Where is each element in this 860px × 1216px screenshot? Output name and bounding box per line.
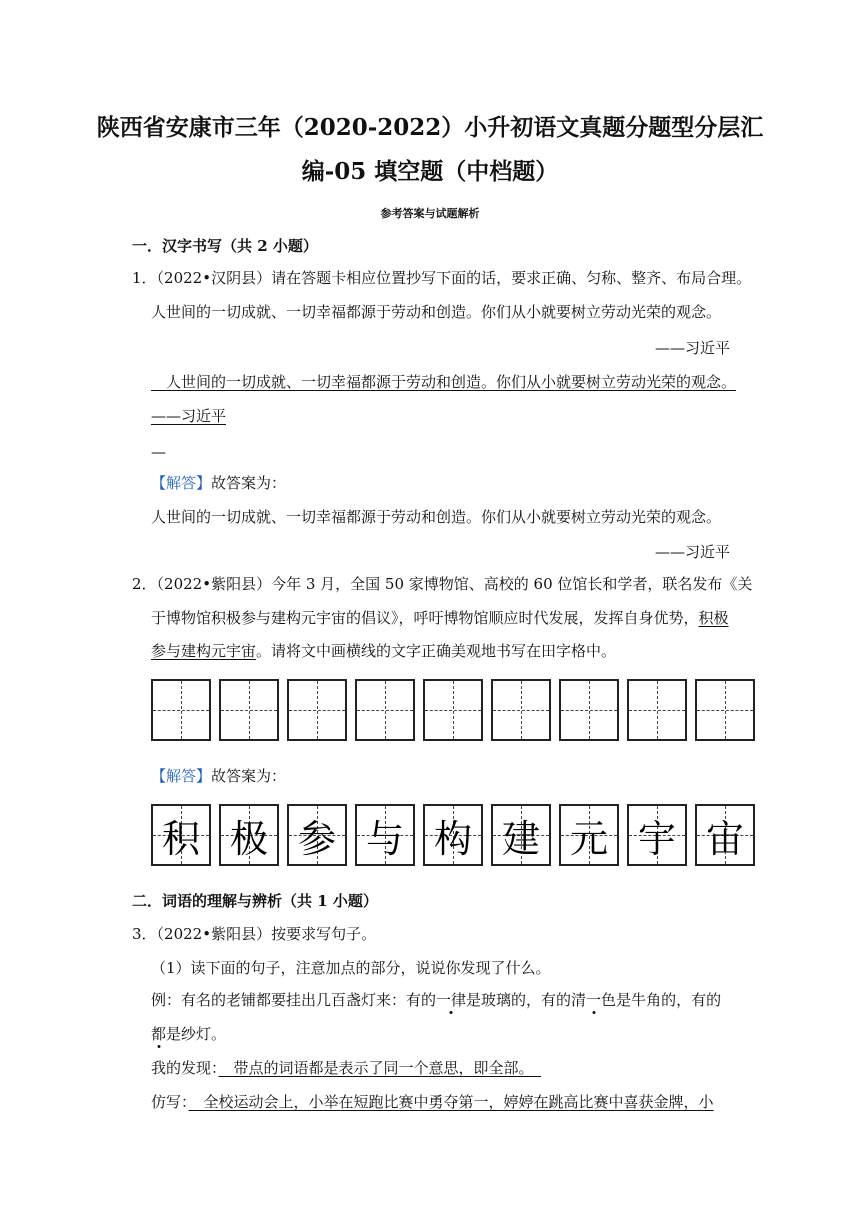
question-number: 3． <box>132 925 157 943</box>
question-text: （2022•汉阴县）请在答题卡相应位置抄写下面的话，要求正确、匀称、整齐、布局合理。 <box>156 269 752 287</box>
tianzige-cell <box>287 679 347 741</box>
tianzige-cell <box>151 679 211 741</box>
tianzige-answer-cell <box>355 804 415 866</box>
question-1-solution-attribution: ——习近平 <box>654 543 730 561</box>
underlined-phrase-cont: 参与建构元宇宙 <box>151 642 257 660</box>
question-2-instruction: 。请将文中画横线的文字正确美观地书写在田字格中。 <box>256 642 617 660</box>
question-2-prompt <box>132 574 752 594</box>
tianzige-cell <box>491 679 551 741</box>
dotted-word: 一律 <box>436 991 467 1009</box>
question-text: （2022•紫阳县）今年 3 月，全国 50 家博物馆、高校的 60 位馆长和学者，联名发布《关 <box>156 575 753 593</box>
question-1-answer-line: 人世间的一切成就、一切幸福都源于劳动和创造。你们从小就要树立劳动光荣的观念。 <box>151 373 737 391</box>
imitate-answer: 全校运动会上，小举在短跑比赛中勇夺第一，婷婷在跳高比赛中喜获金牌，小 <box>188 1093 714 1111</box>
tianzige-answer-cell <box>627 804 687 866</box>
finding-answer: 带点的词语都是表示了同一个意思，即全部。 <box>218 1059 542 1077</box>
answer-tail-dash: — <box>151 443 166 461</box>
imitate-label: 仿写： <box>151 1093 189 1111</box>
tianzige-answer-cell <box>423 804 483 866</box>
answer-char: 参 <box>297 816 336 861</box>
tianzige-answer-cell <box>559 804 619 866</box>
answer-char: 与 <box>365 816 404 861</box>
solution-text: 故答案为： <box>211 767 287 785</box>
question-text: （2022•紫阳县）按要求写句子。 <box>156 925 377 943</box>
question-2-line2 <box>151 608 729 628</box>
example-text: 是牛角的，有的 <box>616 991 722 1009</box>
answer-char: 积 <box>161 816 200 861</box>
question-3-prompt <box>132 924 376 944</box>
finding-label: 我的发现： <box>151 1059 219 1077</box>
question-3-example-line2 <box>151 1024 226 1044</box>
question-number: 2． <box>132 575 157 593</box>
answer-char: 极 <box>229 816 268 861</box>
solution-tag: 【解答】 <box>151 474 212 492</box>
question-3-sub1: （1）读下面的句子，注意加点的部分，说说你发现了什么。 <box>151 959 551 977</box>
solution-text: 故答案为： <box>211 474 287 492</box>
tianzige-cell <box>355 679 415 741</box>
answer-char: 元 <box>569 816 608 861</box>
tianzige-cell <box>559 679 619 741</box>
answer-char: 宙 <box>705 816 744 861</box>
question-1-solution-line: 人世间的一切成就、一切幸福都源于劳动和创造。你们从小就要树立劳动光荣的观念。 <box>151 508 722 526</box>
section-heading-2: 二．词语的理解与辨析（共 1 小题） <box>132 892 378 910</box>
dotted-word: 清一色 <box>571 991 617 1009</box>
question-1-attribution: ——习近平 <box>654 339 730 357</box>
tianzige-cell <box>423 679 483 741</box>
tianzige-cell <box>695 679 755 741</box>
tianzige-answer-cell <box>287 804 347 866</box>
example-text: 是玻璃的，有的 <box>466 991 572 1009</box>
tianzige-answer-cell <box>219 804 279 866</box>
solution-tag: 【解答】 <box>151 767 212 785</box>
question-3-finding <box>151 1058 541 1078</box>
tianzige-answer-cell <box>491 804 551 866</box>
example-text: 是纱灯。 <box>166 1025 227 1043</box>
tianzige-empty-grid <box>151 679 755 741</box>
question-1-passage: 人世间的一切成就、一切幸福都源于劳动和创造。你们从小就要树立劳动光荣的观念。 <box>151 303 722 321</box>
question-1-answer-attribution: ——习近平 <box>151 407 227 425</box>
page-title-line2: 编-05 填空题（中档题） <box>301 158 559 185</box>
section-heading-1: 一．汉字书写（共 2 小题） <box>132 237 318 255</box>
question-2-text: 于博物馆积极参与建构元宇宙的倡议》，呼吁博物馆顺应时代发展，发挥自身优势， <box>151 609 699 627</box>
answer-char: 宇 <box>637 816 676 861</box>
dotted-word: 都 <box>151 1025 167 1043</box>
example-text: 例：有名的老铺都要挂出几百盏灯来：有的 <box>151 991 437 1009</box>
answer-char: 建 <box>501 816 540 861</box>
question-1-solution <box>151 473 286 493</box>
tianzige-cell <box>627 679 687 741</box>
question-number: 1． <box>132 269 157 287</box>
tianzige-answer-cell <box>695 804 755 866</box>
underlined-phrase: 积极 <box>698 609 729 627</box>
question-3-imitate <box>151 1092 714 1112</box>
tianzige-answer-cell <box>151 804 211 866</box>
tianzige-cell <box>219 679 279 741</box>
question-2-solution <box>151 766 286 786</box>
question-2-line3 <box>151 641 616 661</box>
tianzige-answer-grid <box>151 804 755 866</box>
page-subtitle: 参考答案与试题解析 <box>380 207 480 220</box>
question-3-example <box>151 990 721 1010</box>
question-1-prompt <box>132 268 751 288</box>
page-title: 陕西省安康市三年（2020-2022）小升初语文真题分题型分层汇 <box>96 114 764 141</box>
answer-char: 构 <box>433 816 472 861</box>
